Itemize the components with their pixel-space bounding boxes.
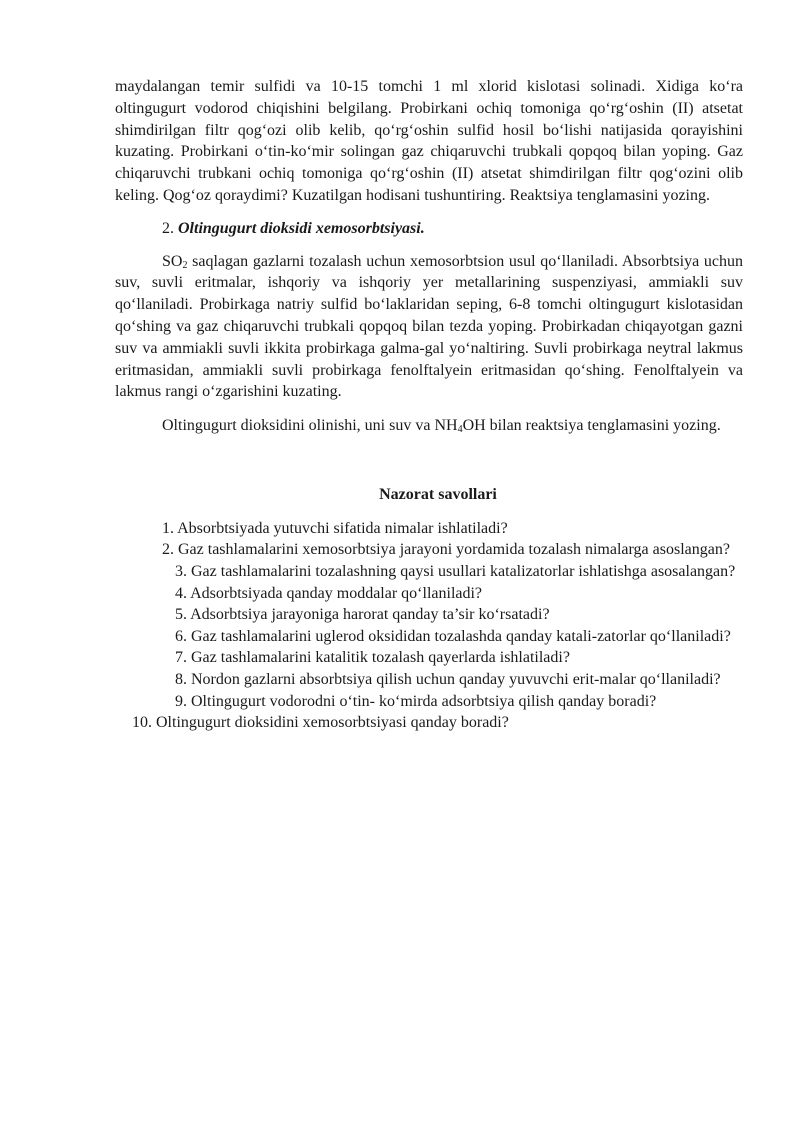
subsection-number: 2. <box>162 219 174 237</box>
questions-list <box>115 518 743 734</box>
section-title-control-questions: Nazorat savollari <box>379 485 497 503</box>
paragraph-hydrogen-sulfide-experiment: maydalangan temir sulfidi va 10-15 tomchi 1 ml xlorid kislotasi solinadi. Xidiga ko‘ra oltingugurt vodorod chiqishini belgilang. Probirkani ochiq tomoniga qo‘rg‘oshin (II) atsetat shimdirilgan filtr qog‘ozi olib kelib, qo‘rg‘oshin sulfid hosil bo‘lishi natijasida qorayishini kuzating. Probirkani o‘tin-ko‘mir solingan gaz chiqaruvchi trubkali qopqoq bilan yoping. Gaz chiqaruvchi trubkani ochiq tomoniga qo‘rg‘oshin (II) atsetat shimdirilgan filtr qog‘ozini olib keling. Qog‘oz qoraydimi? Kuzatilgan hodisani tushuntiring. Reaktsiya tenglamasini yozing. <box>115 78 743 204</box>
question-item: 6. Gaz tashlamalarini uglerod oksididan tozalashda qanday katali-zatorlar qo‘llaniladi? <box>175 627 731 645</box>
so2-formula: $SO_2$ <box>162 252 188 271</box>
question-item: 8. Nordon gazlarni absorbtsiya qilish uchun qanday yuvuvchi erit-malar qo‘llaniladi? <box>175 670 721 688</box>
question-item: 2. Gaz tashlamalarini xemosorbtsiya jarayoni yordamida tozalash nimalarga asoslangan? <box>162 541 730 559</box>
question-item: 7. Gaz tashlamalarini katalitik tozalash qayerlarda ishlatiladi? <box>175 649 570 667</box>
question-item: 4. Adsorbtsiyada qanday moddalar qo‘llaniladi? <box>175 584 483 602</box>
question-item: 10. Oltingugurt dioksidini xemosorbtsiyasi qanday boradi? <box>132 714 509 732</box>
question-item: 5. Adsorbtsiya jarayoniga harorat qanday ta’sir ko‘rsatadi? <box>175 606 550 624</box>
question-item: 9. Oltingugurt vodorodni o‘tin- ko‘mirda adsorbtsiya qilish qanday boradi? <box>175 692 657 710</box>
question-item: 3. Gaz tashlamalarini tozalashning qaysi usullari katalizatorlar ishlatishga asosalangan? <box>175 562 736 580</box>
question-item: 1. Absorbtsiyada yutuvchi sifatida nimalar ishlatiladi? <box>162 519 508 537</box>
subsection-title: Oltingugurt dioksidi xemosorbtsiyasi. <box>178 219 425 237</box>
subsection-heading <box>115 218 743 240</box>
paragraph-so2-chemisorption: $SO_2$ saqlagan gazlarni tozalash uchun xemosorbtsion usul qo‘llaniladi. Absorbtsiya uchun suv, suvli eritmalar, ishqoriy va ishqoriy yer metallarining suspenziyasi, ammiakli suv qo‘llaniladi. Probirkaga natriy sulfid bo‘laklaridan seping, 6-8 tomchi oltingugurt kislotasidan qo‘shing va gaz chiqaruvchi trubkali qopqoq bilan tezda yoping. Probirkadan chiqayotgan gazni suv va ammiakli suvli ikkita probirkaga galma-gal yo‘naltiring. Suvli probirkaga neytral lakmus eritmasidan, ammiakli suvli probirkaga fenolftalyein eritmasidan qo‘shing. Fenolftalyein va lakmus rangi o‘zgarishini kuzating. <box>115 252 743 401</box>
document-page <box>115 76 743 734</box>
paragraph-reaction-task: Oltingugurt dioksidini olinishi, uni suv va $NH_4OH$ bilan reaktsiya tenglamasini yozing. <box>162 417 721 436</box>
